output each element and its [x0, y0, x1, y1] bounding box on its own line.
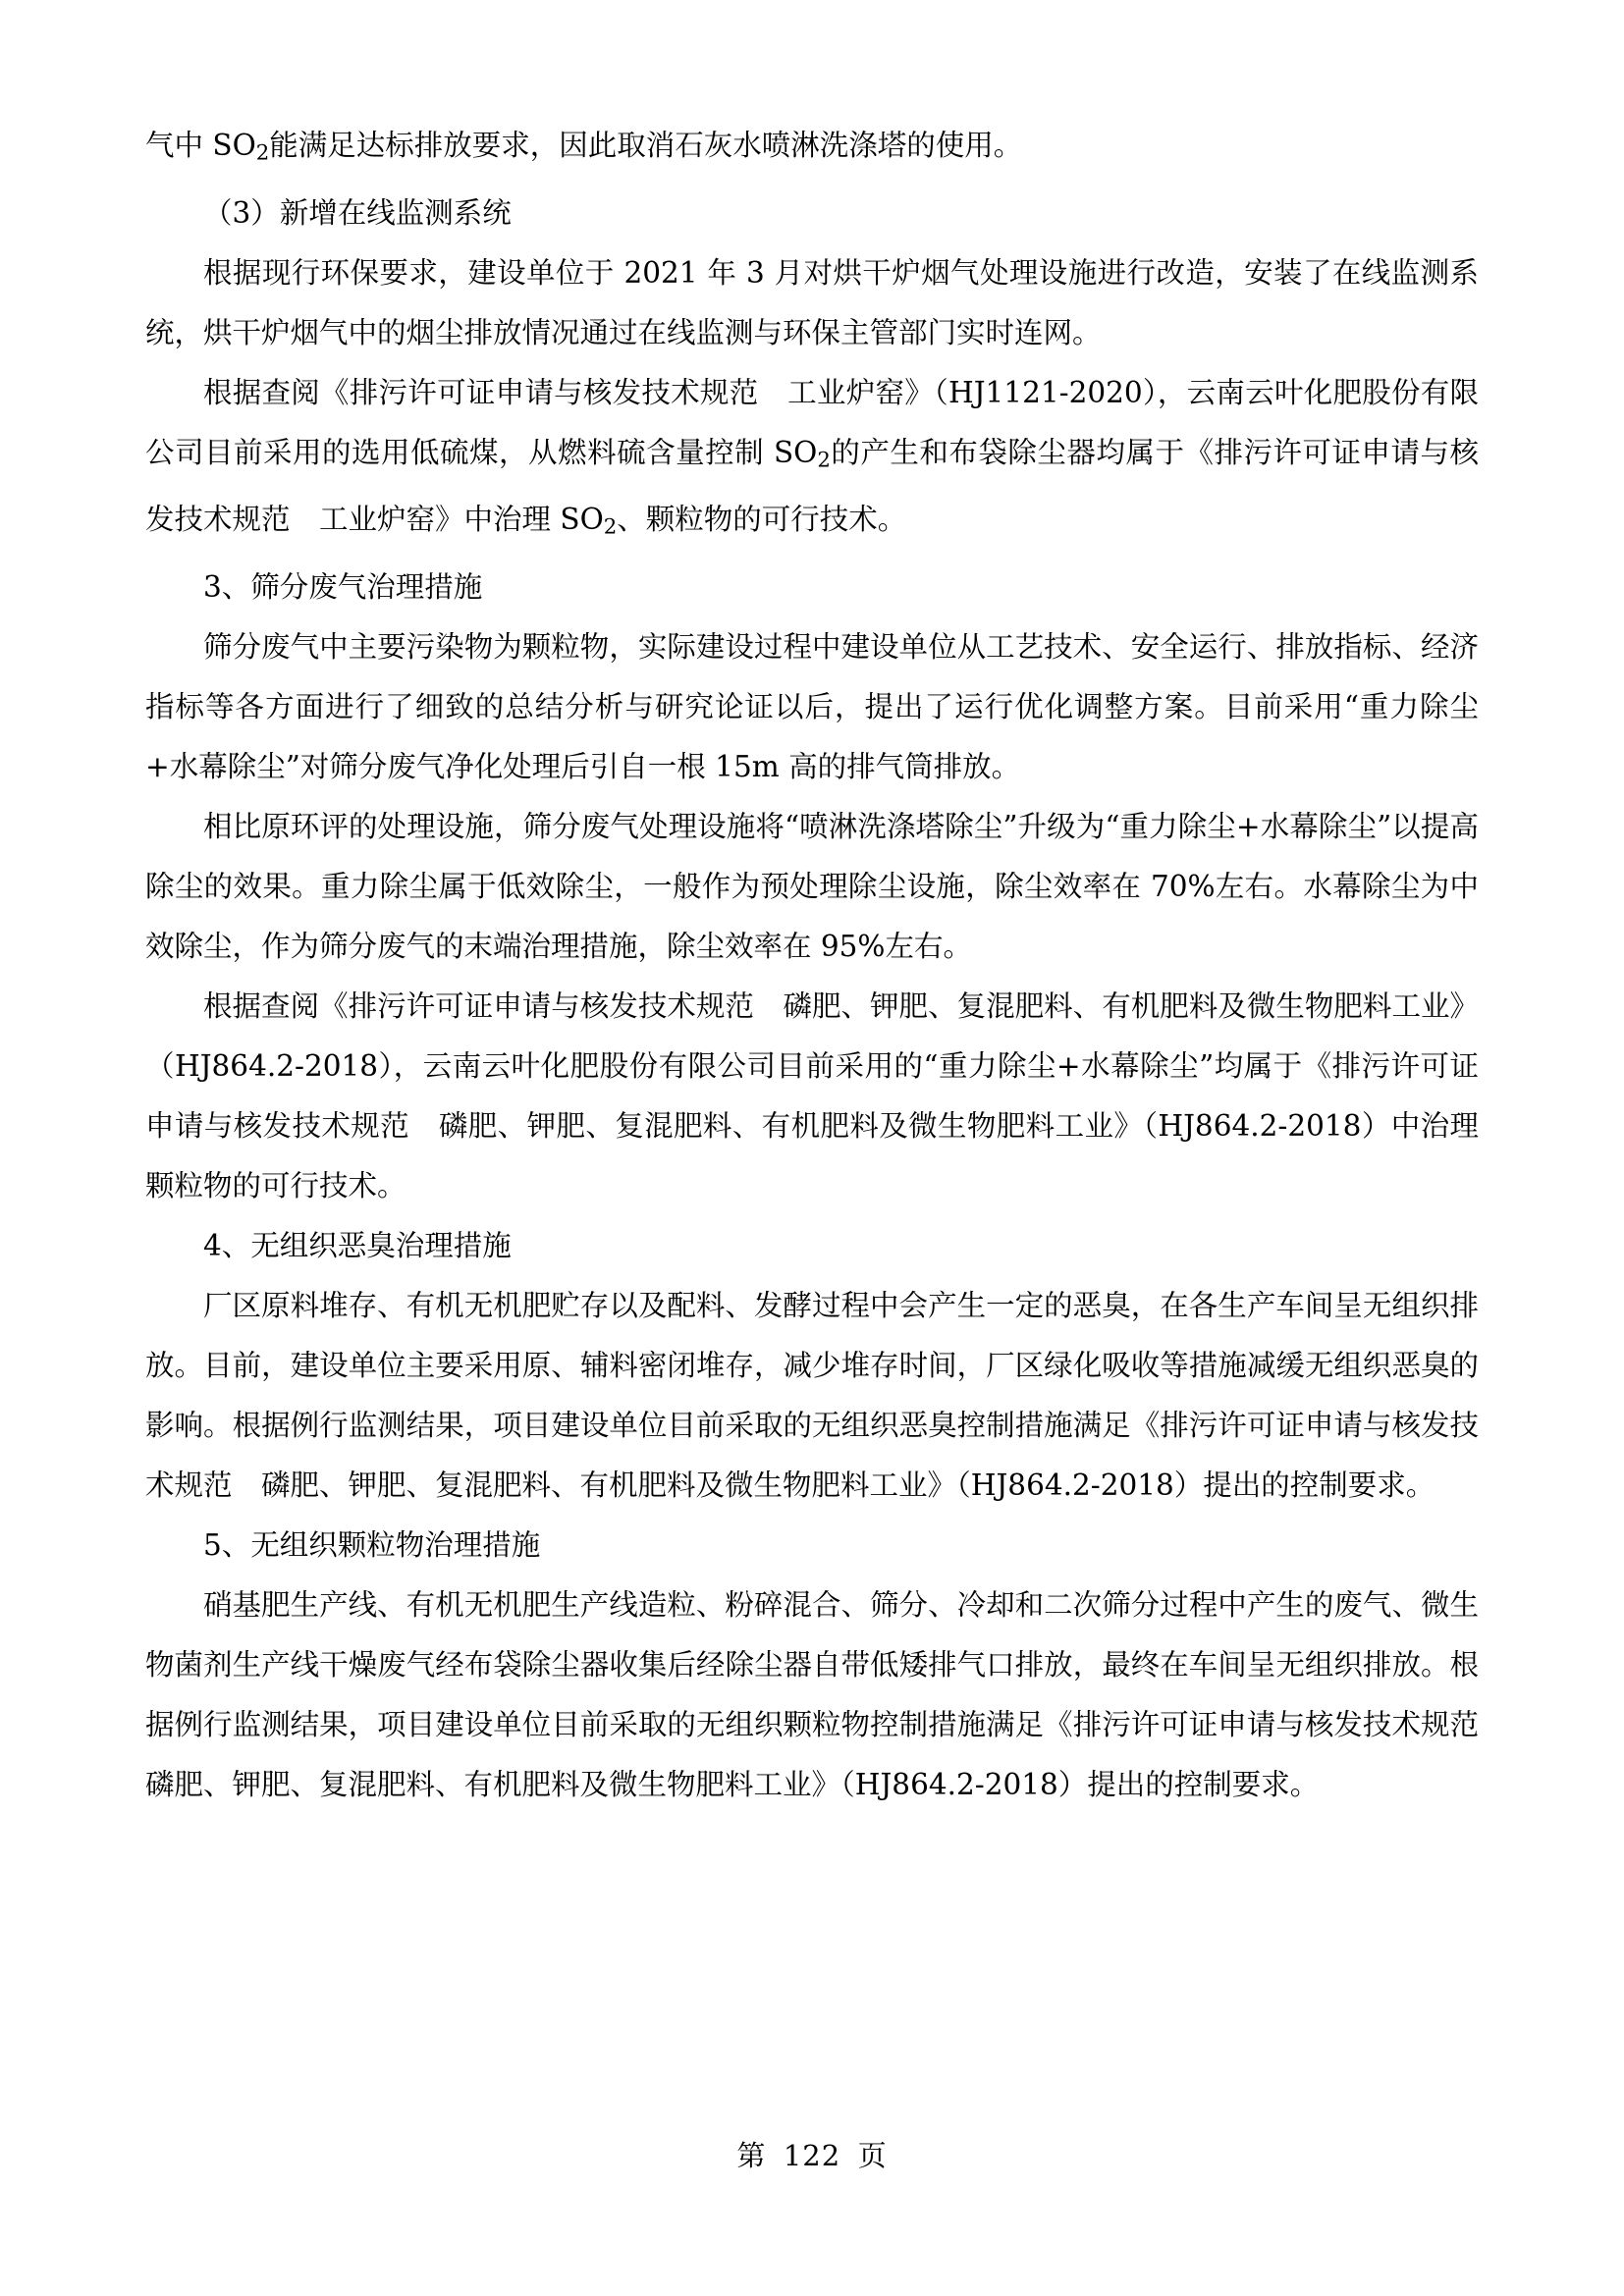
- document-body: [145, 116, 1508, 1815]
- footer-page-label: 第: [736, 2139, 767, 2172]
- footer-page-unit: 页: [857, 2139, 888, 2172]
- subscript: 2: [817, 448, 831, 473]
- paragraph-p-online-monitor: 根据现行环保要求，建设单位于 2021 年 3 月对烘干炉烟气处理设施进行改造，安装了在线监测系统，烘干炉烟气中的烟尘排放情况通过在线监测与环保主管部门实时连网。: [145, 255, 1479, 349]
- paragraph-p-so2-continuation: 气中 $SO_2$能满足达标排放要求，因此取消石灰水喷淋洗涤塔的使用。: [145, 129, 1023, 166]
- paragraph-p-compare-original: 相比原环评的处理设施，筛分废气处理设施将“喷淋洗涤塔除尘”升级为“重力除尘+水幕除尘”以提高除尘的效果。重力除尘属于低效除尘，一般作为预处理除尘设施，除尘效率在 70%左右。水幕除尘为中效除尘，作为筛分废气的末端治理措施，除尘效率在 95%左右。: [145, 810, 1479, 964]
- paragraph-p-hj1121: 根据查阅《排污许可证申请与核发技术规范 工业炉窑》（HJ1121-2020），云南云叶化肥股份有限公司目前采用的选用低硫煤，从燃料硫含量控制 $SO_2$的产生和布袋除尘器均属于《排污许可证申请与核发技术规范 工业炉窑》中治理 $SO_2$、颗粒物的可行技术。: [145, 375, 1479, 541]
- paragraph-p-item3-heading: （3）新增在线监测系统: [203, 195, 512, 230]
- paragraph-p-item5-heading: 5、无组织颗粒物治理措施: [203, 1528, 541, 1563]
- paragraph-p-item4-heading: 4、无组织恶臭治理措施: [203, 1229, 512, 1263]
- subscript: 2: [603, 515, 618, 541]
- subscript: 2: [255, 140, 270, 166]
- paragraph-p-hj864-screen: 根据查阅《排污许可证申请与核发技术规范 磷肥、钾肥、复混肥料、有机肥料及微生物肥料工业》（HJ864.2-2018），云南云叶化肥股份有限公司目前采用的“重力除尘+水幕除尘”均属于《排污许可证申请与核发技术规范 磷肥、钾肥、复混肥料、有机肥料及微生物肥料工业》（HJ864.2-2018）中治理颗粒物的可行技术。: [145, 989, 1479, 1203]
- paragraph-p-item3-screen-heading: 3、筛分废气治理措施: [203, 570, 483, 605]
- paragraph-p-screen-gas: 筛分废气中主要污染物为颗粒物，实际建设过程中建设单位从工艺技术、安全运行、排放指标、经济指标等各方面进行了细致的总结分析与研究论证以后，提出了运行优化调整方案。目前采用“重力除尘+水幕除尘”对筛分废气净化处理后引自一根 15m 高的排气筒排放。: [145, 630, 1479, 784]
- paragraph-p-particulate: 硝基肥生产线、有机无机肥生产线造粒、粉碎混合、筛分、冷却和二次筛分过程中产生的废气、微生物菌剂生产线干燥废气经布袋除尘器收集后经除尘器自带低矮排气口排放，最终在车间呈无组织排放。根据例行监测结果，项目建设单位目前采取的无组织颗粒物控制措施满足《排污许可证申请与核发技术规范 磷肥、钾肥、复混肥料、有机肥料及微生物肥料工业》（HJ864.2-2018）提出的控制要求。: [145, 1588, 1508, 1802]
- paragraph-p-odor: 厂区原料堆存、有机无机肥贮存以及配料、发酵过程中会产生一定的恶臭，在各生产车间呈无组织排放。目前，建设单位主要采用原、辅料密闭堆存，减少堆存时间，厂区绿化吸收等措施减缓无组织恶臭的影响。根据例行监测结果，项目建设单位目前采取的无组织恶臭控制措施满足《排污许可证申请与核发技术规范 磷肥、钾肥、复混肥料、有机肥料及微生物肥料工业》（HJ864.2-2018）提出的控制要求。: [145, 1289, 1479, 1503]
- page-footer: [0, 2134, 1624, 2174]
- footer-page-number: 122: [783, 2139, 841, 2172]
